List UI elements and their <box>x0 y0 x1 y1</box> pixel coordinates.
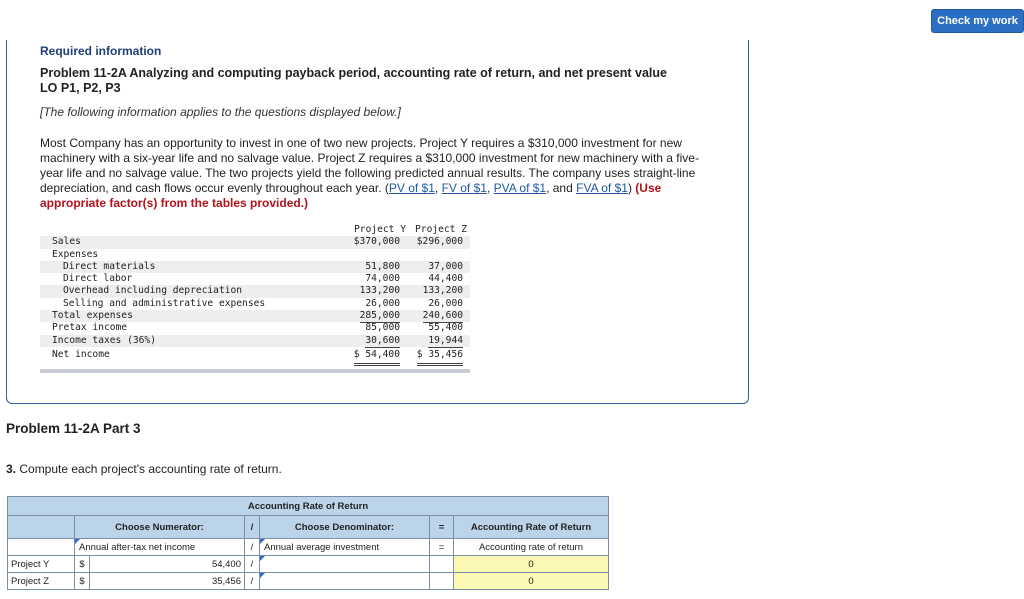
equals-blank <box>430 556 454 573</box>
header-blank <box>8 516 75 539</box>
fva-of-1-link[interactable]: FVA of $1 <box>576 181 628 195</box>
project-label: Project Z <box>8 573 75 590</box>
part-title: Problem 11-2A Part 3 <box>6 421 141 436</box>
fin-row: Sales $370,000 $296,000 <box>40 236 470 248</box>
label-blank <box>8 539 75 556</box>
header-denominator: Choose Denominator: <box>260 516 430 539</box>
table-caption: Accounting Rate of Return <box>8 497 609 516</box>
fin-row: Net income $ 54,400 $ 35,456 <box>40 347 470 363</box>
statement-bottom-rule <box>40 369 470 373</box>
table-row <box>8 556 609 573</box>
info-note: [The following information applies to the questions displayed below.] <box>40 105 401 119</box>
divide-sign: / <box>245 556 260 573</box>
denominator-select[interactable]: Annual average investment <box>260 539 430 556</box>
header-result: Accounting Rate of Return <box>454 516 609 539</box>
numerator-input-z[interactable]: 35,456 <box>90 573 245 590</box>
fv-of-1-link[interactable]: FV of $1 <box>441 181 487 195</box>
table-row <box>8 573 609 590</box>
problem-title: Problem 11-2A Analyzing and computing payback period, accounting rate of return, and net present value LO P1, P2, P3 <box>40 66 667 95</box>
financial-statement <box>40 224 470 373</box>
pv-of-1-link[interactable]: PV of $1 <box>388 181 435 195</box>
problem-description: Most Company has an opportunity to invest in one of two new projects. Project Y requires a $310,000 investment for new machinery with a six-year life and no salvage value. Project Z requires a $310,000 investment for new machinery with a five-year life and no salvage value. The two projects yield the following predicted annual results. The company uses straight-line depreciation, and cash flows occur evenly throughout each year. (PV of $1, FV of $1, PVA of $1, and FVA of $1) (Use appropriate factor(s) from the tables provided.) <box>40 136 699 210</box>
equals-sign: = <box>430 539 454 556</box>
fin-row: Direct labor 74,000 44,400 <box>63 273 463 285</box>
denominator-input-z[interactable] <box>260 573 430 590</box>
equals-blank <box>430 573 454 590</box>
col-header-project-y: Project Y <box>354 224 406 235</box>
col-header-project-z: Project Z <box>415 224 467 235</box>
denominator-input-y[interactable] <box>260 556 430 573</box>
currency-symbol: $ <box>75 573 90 590</box>
header-numerator: Choose Numerator: <box>75 516 245 539</box>
fin-row: Pretax income 85,000 55,400 <box>52 322 463 334</box>
accounting-rate-of-return-table <box>7 496 609 590</box>
instruction-text: (Use appropriate factor(s) from the tables provided.) <box>40 181 662 210</box>
fin-row: Expenses <box>52 248 99 260</box>
fin-row: Total expenses 285,000 240,600 <box>40 310 470 322</box>
header-divide: / <box>245 516 260 539</box>
currency-symbol: $ <box>75 556 90 573</box>
fin-row: Income taxes (36%) 30,600 19,944 <box>40 335 470 347</box>
fin-row: Selling and administrative expenses 26,000 26,000 <box>40 298 470 310</box>
divide-sign: / <box>245 573 260 590</box>
project-label: Project Y <box>8 556 75 573</box>
check-my-work-button[interactable]: Check my work <box>931 9 1024 33</box>
question-text: 3. Compute each project's accounting rate of return. <box>6 462 282 476</box>
fin-row: Overhead including depreciation 133,200 133,200 <box>40 285 470 297</box>
numerator-select[interactable]: Annual after-tax net income <box>75 539 245 556</box>
result-value-y: 0 <box>454 556 609 573</box>
result-value-z: 0 <box>454 573 609 590</box>
numerator-input-y[interactable]: 54,400 <box>90 556 245 573</box>
fin-row: Direct materials 51,800 37,000 <box>40 261 470 273</box>
pva-of-1-link[interactable]: PVA of $1 <box>493 181 547 195</box>
required-information-heading: Required information <box>40 44 162 58</box>
divide-sign: / <box>245 539 260 556</box>
result-label: Accounting rate of return <box>454 539 609 556</box>
header-equals: = <box>430 516 454 539</box>
